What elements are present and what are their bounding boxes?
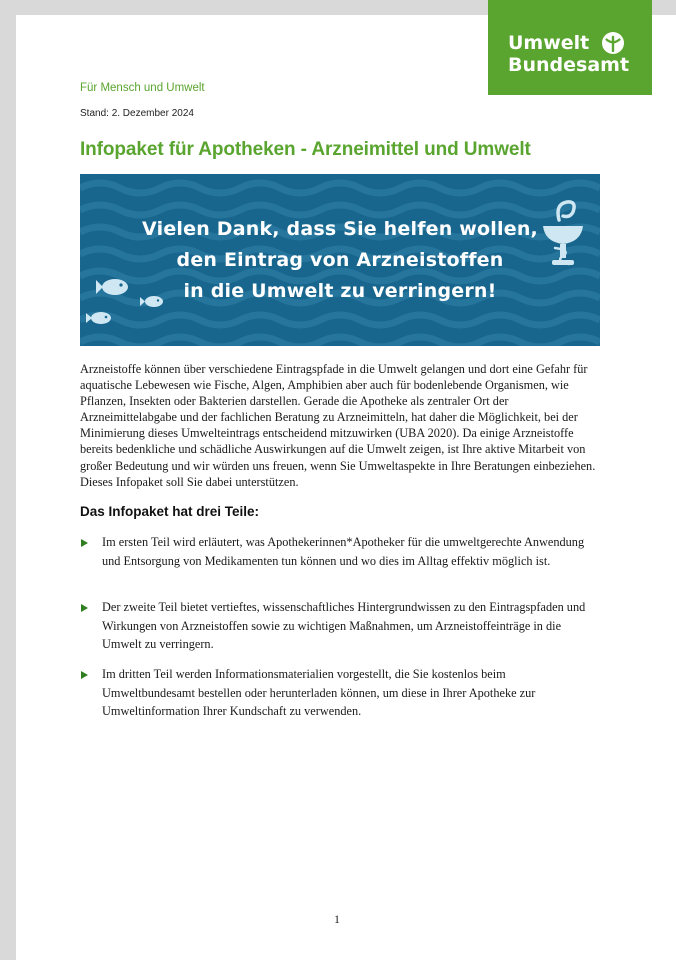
banner-line-3: in die Umwelt zu verringern! xyxy=(183,280,497,302)
intro-paragraph: Arzneistoffe können über verschiedene Eintragspfade in die Umwelt gelangen und dort eine Gefahr für aquatische Lebewesen wie Fische, Algen, Amphibien aber auch für bodenlebende Organismen, wie Pflanzen, Insekten oder Bakterien darstellen. Gerade die Apotheke als zentraler Ort der Arzneimittelabgabe und der fachlichen Beratung zu Arzneimitteln, hat daher die Möglichkeit, bei der Minimierung dieses Umwelteintrags entscheidend mitzuwirken (UBA 2020). Da einige Arzneistoffe bereits bedenkliche und schädliche Auswirkungen auf die Umwelt zeigen, ist Ihre aktive Mitarbeit von großer Bedeutung und wir würden uns freuen, wenn Sie Umweltaspekte in Ihre Beratungen einbeziehen. Dieses Infopaket soll Sie dabei unterstützen. xyxy=(80,362,596,489)
list-item-text: Im ersten Teil wird erläutert, was Apothekerinnen*Apotheker für die umweltgerechte Anwendung und Entsorgung von Medikamenten tun können und wo dies im Alltag effektiv möglich ist. xyxy=(102,535,585,568)
bullet-arrow-icon xyxy=(81,604,88,612)
banner-line-1: Vielen Dank, dass Sie helfen wollen, xyxy=(142,218,538,240)
uba-emblem-icon xyxy=(601,31,625,55)
tagline: Für Mensch und Umwelt xyxy=(80,82,205,94)
bullet-arrow-icon xyxy=(81,671,88,679)
list-item-text: Der zweite Teil bietet vertieftes, wissenschaftliches Hintergrundwissen zu den Eintragspfaden und Wirkungen von Arzneistoffen sowie zu wichtigen Maßnahmen, um Arzneistoffeinträge in die Umwelt zu verringern. xyxy=(102,600,586,651)
date-stamp: Stand: 2. Dezember 2024 xyxy=(80,108,194,119)
fish-icon xyxy=(86,310,112,326)
page-title: Infopaket für Apotheken - Arzneimittel und Umwelt xyxy=(80,139,531,160)
uba-logo xyxy=(488,0,652,95)
fish-icon xyxy=(140,294,164,309)
logo-line-2: Bundesamt xyxy=(508,54,630,76)
logo-line-1: Umwelt xyxy=(508,32,590,54)
document-page xyxy=(16,15,676,960)
list-item-text: Im dritten Teil werden Informationsmaterialien vorgestellt, die Sie kostenlos beim Umweltbundesamt bestellen oder herunterladen können, um diese in Ihrer Apotheke zur Umweltinformation Ihrer Kundschaft zu verwenden. xyxy=(102,667,536,718)
banner-line-2: den Eintrag von Arzneistoffen xyxy=(176,249,504,271)
bullet-arrow-icon xyxy=(81,539,88,547)
section-heading: Das Infopaket hat drei Teile: xyxy=(80,504,260,519)
pharmacy-bowl-icon xyxy=(541,198,585,272)
fish-icon xyxy=(96,276,130,298)
banner xyxy=(80,174,600,346)
page-number: 1 xyxy=(334,912,340,926)
